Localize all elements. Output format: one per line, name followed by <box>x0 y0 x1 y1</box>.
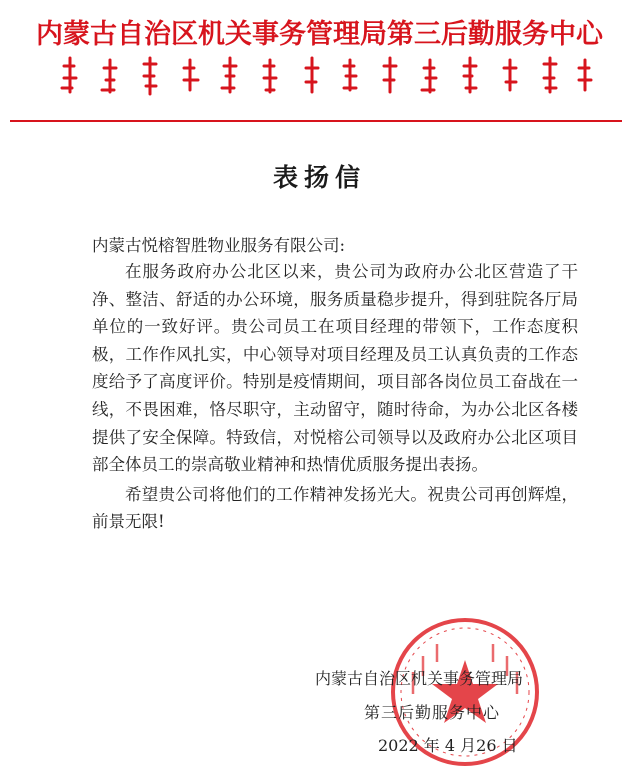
letter-body <box>92 258 578 538</box>
letter-title: 表扬信 <box>272 163 366 192</box>
letter-paragraph-2: 希望贵公司将他们的工作精神发扬光大。祝贵公司再创辉煌，前景无限! <box>92 484 578 532</box>
signature-center: 第三后勤服务中心 <box>364 703 501 722</box>
letterhead-divider <box>10 120 622 122</box>
letterhead-title: 内蒙古自治区机关事务管理局第三后勤服务中心 <box>36 19 603 50</box>
letter-paragraph-1: 在服务政府办公北区以来，贵公司为政府办公北区营造了干净、整洁、舒适的办公环境，服务质量稳步提升，得到驻院各厅局单位的一致好评。贵公司员工在项目经理的带领下，工作态度积极，工作作风扎实，中心领导对项目经理及员工认真负责的工作态度给予了高度评价。特别是疫情期间，项目部各岗位员工奋战在一线，不畏困难，恪尽职守，主动留守，随时待命，为办公北区各楼提供了安全保障。特致信，对悦榕公司领导以及政府办公北区项目部全体员工的崇高敬业精神和热情优质服务提出表扬。 <box>92 262 578 475</box>
letter-salutation: 内蒙古悦榕智胜物业服务有限公司: <box>92 236 346 255</box>
signature-date: 2022 年 4 月26 日 <box>378 736 518 755</box>
mongolian-script-strip <box>50 54 600 100</box>
signature-organization: 内蒙古自治区机关事务管理局 <box>315 669 524 688</box>
